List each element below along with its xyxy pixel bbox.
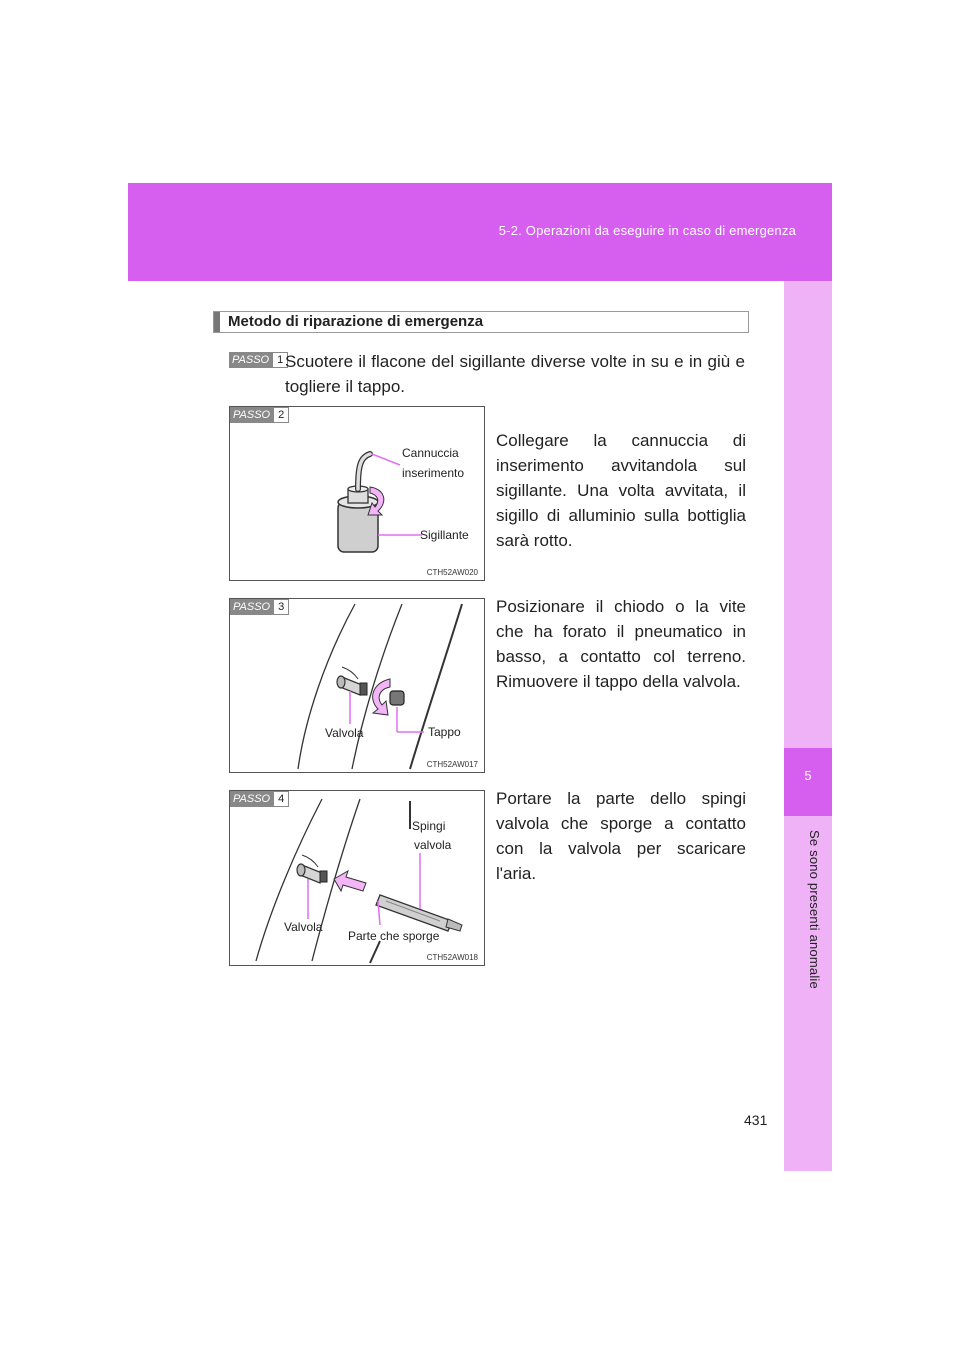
chapter-header	[128, 183, 832, 281]
side-tab-label: Se sono presenti anomalie	[807, 830, 822, 989]
side-tab-number[interactable]: 5	[784, 748, 832, 816]
step-1-text: Scuotere il flacone del sigillante diverse volte in su e in giù e togliere il tappo.	[285, 352, 745, 396]
page-number: 431	[744, 1112, 768, 1128]
label-pusher-line2: valvola	[414, 838, 452, 852]
step-word: PASSO	[230, 599, 273, 615]
figure-step-2	[229, 406, 485, 581]
side-tab	[784, 281, 832, 1171]
step-word: PASSO	[230, 407, 273, 423]
step-2-text: Collegare la cannuccia di inserimento avvitandola sul sigillante. Una volta avvitata, il sigillo di alluminio sulla bottiglia sarà rotto.	[496, 431, 746, 550]
label-valve: Valvola	[284, 920, 323, 934]
sealant-bottle-illustration	[230, 407, 485, 581]
label-tip: Parte che sporge	[348, 929, 440, 943]
label-sealant: Sigillante	[420, 528, 469, 542]
figure-code: CTH52AW017	[426, 760, 478, 769]
label-tube-line1: Cannuccia	[402, 446, 459, 460]
section-heading: Metodo di riparazione di emergenza	[213, 311, 749, 333]
tire-valve-illustration	[230, 599, 485, 773]
figure-step-4	[229, 790, 485, 966]
step-number: 1	[272, 352, 288, 368]
step-3-text: Posizionare il chiodo o la vite che ha forato il pneumatico in basso, a contatto col terreno. Rimuovere il tappo della valvola.	[496, 597, 746, 691]
step-word: PASSO	[229, 352, 272, 368]
label-cap: Tappo	[428, 725, 461, 739]
chapter-title: 5-2. Operazioni da eseguire in caso di emergenza	[498, 223, 796, 238]
figure-code: CTH52AW020	[426, 568, 478, 577]
label-pusher-line1: Spingi	[412, 819, 446, 833]
step-word: PASSO	[230, 791, 273, 807]
figure-code: CTH52AW018	[426, 953, 478, 962]
step-number: 2	[273, 407, 289, 423]
label-valve: Valvola	[325, 726, 364, 740]
step-number: 3	[273, 599, 289, 615]
step-number: 4	[273, 791, 289, 807]
label-tube-line2: inserimento	[402, 466, 465, 480]
step-4-text: Portare la parte dello spingi valvola che sporge a contatto con la valvola per scaricare l'aria.	[496, 789, 746, 883]
figure-step-3	[229, 598, 485, 773]
step-badge-1	[229, 352, 288, 368]
